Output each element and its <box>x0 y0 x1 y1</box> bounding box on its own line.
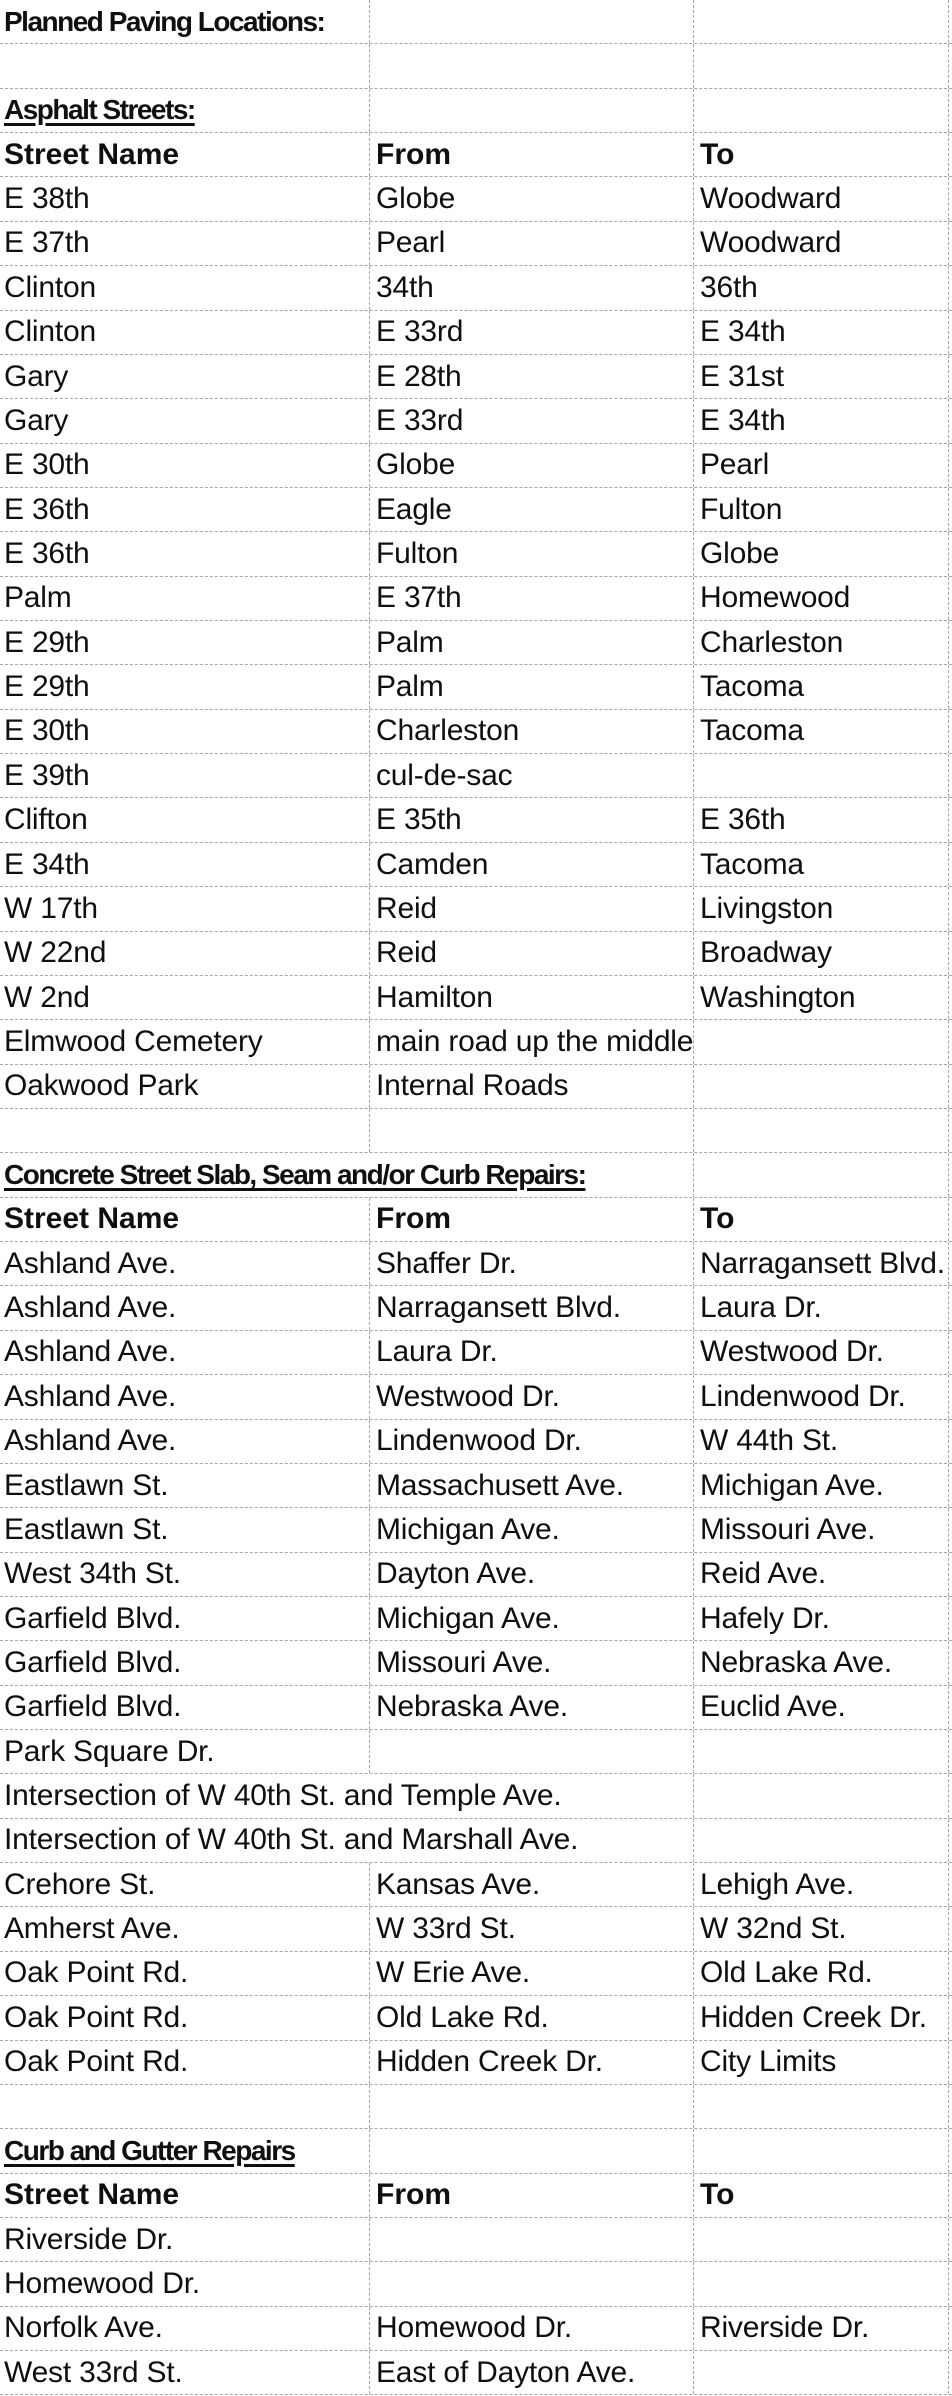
cell-to[interactable] <box>694 2351 949 2394</box>
cell-street-name[interactable]: Homewood Dr. <box>0 2262 370 2305</box>
cell-from[interactable]: Reid <box>370 887 694 930</box>
table-row <box>0 932 952 976</box>
cell-to[interactable]: Tacoma <box>694 665 949 708</box>
cell-from[interactable]: Nebraska Ave. <box>370 1686 694 1729</box>
cell-from[interactable]: Old Lake Rd. <box>370 1996 694 2039</box>
table-row <box>0 311 952 355</box>
cell-to[interactable]: Livingston <box>694 887 949 930</box>
cell-from[interactable]: Globe <box>370 444 694 487</box>
empty-cell[interactable] <box>370 2129 694 2172</box>
empty-cell[interactable] <box>694 0 949 43</box>
table-row <box>0 1508 952 1552</box>
empty-cell[interactable] <box>370 1109 694 1152</box>
cell-street-name[interactable]: Clinton <box>0 266 370 309</box>
cell-from[interactable]: Reid <box>370 932 694 975</box>
cell-street-name[interactable]: Garfield Blvd. <box>0 1686 370 1729</box>
cell-to[interactable]: Hidden Creek Dr. <box>694 1996 949 2039</box>
cell-from[interactable]: cul-de-sac <box>370 754 694 797</box>
cell-street-name[interactable]: E 38th <box>0 177 370 220</box>
cell-street-name[interactable]: Eastlawn St. <box>0 1508 370 1551</box>
sheet-title: Planned Paving Locations: <box>0 0 370 43</box>
cell-to[interactable]: Homewood <box>694 577 949 620</box>
cell-from[interactable]: Homewood Dr. <box>370 2307 694 2350</box>
cell-from[interactable] <box>370 2218 694 2261</box>
cell-street-name[interactable]: E 29th <box>0 665 370 708</box>
table-row <box>0 1375 952 1419</box>
cell-from[interactable] <box>370 2262 694 2305</box>
empty-cell[interactable] <box>0 44 370 87</box>
column-header-from: From <box>370 133 694 176</box>
blank-row <box>0 1109 952 1153</box>
empty-cell[interactable] <box>694 2085 949 2128</box>
table-row <box>0 1819 952 1863</box>
cell-to[interactable]: Laura Dr. <box>694 1286 949 1329</box>
cell-to[interactable]: Michigan Ave. <box>694 1464 949 1507</box>
table-row <box>0 1420 952 1464</box>
cell-street-name[interactable]: Oak Point Rd. <box>0 2041 370 2084</box>
cell-to[interactable] <box>694 1774 949 1817</box>
table-row <box>0 2351 952 2395</box>
cell-to[interactable]: Reid Ave. <box>694 1553 949 1596</box>
cell-to[interactable]: W 44th St. <box>694 1420 949 1463</box>
table-row <box>0 1863 952 1907</box>
section-heading-row <box>0 89 952 133</box>
cell-to[interactable]: Euclid Ave. <box>694 1686 949 1729</box>
table-row <box>0 710 952 754</box>
cell-from[interactable]: Fulton <box>370 532 694 575</box>
cell-to[interactable] <box>694 2262 949 2305</box>
section-heading-row <box>0 2129 952 2173</box>
cell-from[interactable]: Pearl <box>370 222 694 265</box>
table-row <box>0 1641 952 1685</box>
table-row <box>0 976 952 1020</box>
cell-street-name[interactable]: Gary <box>0 399 370 442</box>
cell-from[interactable]: Globe <box>370 177 694 220</box>
cell-from[interactable]: 34th <box>370 266 694 309</box>
table-row <box>0 1464 952 1508</box>
cell-from[interactable]: Laura Dr. <box>370 1331 694 1374</box>
cell-to[interactable]: Old Lake Rd. <box>694 1952 949 1995</box>
table-row <box>0 1597 952 1641</box>
cell-street-name[interactable]: West 33rd St. <box>0 2351 370 2394</box>
empty-cell[interactable] <box>694 2129 949 2172</box>
cell-to[interactable]: Charleston <box>694 621 949 664</box>
cell-to[interactable]: Missouri Ave. <box>694 1508 949 1551</box>
section-heading: Asphalt Streets: <box>0 89 370 132</box>
cell-from[interactable]: W Erie Ave. <box>370 1952 694 1995</box>
column-header-from: From <box>370 2174 694 2217</box>
column-header-row <box>0 2174 952 2218</box>
cell-street-name[interactable]: E 36th <box>0 488 370 531</box>
table-row <box>0 1020 952 1064</box>
cell-to[interactable]: W 32nd St. <box>694 1907 949 1950</box>
cell-to[interactable]: E 34th <box>694 311 949 354</box>
table-row <box>0 2307 952 2351</box>
cell-to[interactable]: Globe <box>694 532 949 575</box>
table-row <box>0 355 952 399</box>
cell-to[interactable]: Westwood Dr. <box>694 1331 949 1374</box>
table-row <box>0 887 952 931</box>
table-row <box>0 798 952 842</box>
table-row <box>0 621 952 665</box>
cell-street-name[interactable]: Clinton <box>0 311 370 354</box>
column-header-to: To <box>694 133 949 176</box>
cell-street-name[interactable]: Garfield Blvd. <box>0 1641 370 1684</box>
table-row <box>0 1952 952 1996</box>
cell-street-name[interactable]: E 37th <box>0 222 370 265</box>
column-header-from: From <box>370 1198 694 1241</box>
empty-cell[interactable] <box>0 1109 370 1152</box>
table-row <box>0 1996 952 2040</box>
cell-to[interactable]: Washington <box>694 976 949 1019</box>
cell-to[interactable] <box>694 1819 949 1862</box>
cell-to[interactable]: Lindenwood Dr. <box>694 1375 949 1418</box>
table-row <box>0 222 952 266</box>
table-row <box>0 444 952 488</box>
cell-street-name[interactable]: W 2nd <box>0 976 370 1019</box>
cell-street-name[interactable]: Elmwood Cemetery <box>0 1020 370 1063</box>
cell-from[interactable]: Westwood Dr. <box>370 1375 694 1418</box>
section-heading: Curb and Gutter Repairs <box>0 2129 370 2172</box>
table-row <box>0 665 952 709</box>
empty-cell[interactable] <box>370 0 694 43</box>
empty-cell[interactable] <box>370 89 694 132</box>
table-row <box>0 1553 952 1597</box>
empty-cell[interactable] <box>370 2085 694 2128</box>
cell-to[interactable]: E 36th <box>694 798 949 841</box>
table-row <box>0 1065 952 1109</box>
cell-street-name[interactable]: Ashland Ave. <box>0 1331 370 1374</box>
cell-street-name[interactable]: E 29th <box>0 621 370 664</box>
column-header-street-name: Street Name <box>0 2174 370 2217</box>
cell-street-name[interactable]: Ashland Ave. <box>0 1420 370 1463</box>
table-row <box>0 2262 952 2306</box>
cell-to[interactable] <box>694 1730 949 1773</box>
cell-from[interactable] <box>370 1730 694 1773</box>
table-row <box>0 1730 952 1774</box>
cell-to[interactable]: Tacoma <box>694 843 949 886</box>
cell-street-name[interactable]: Amherst Ave. <box>0 1907 370 1950</box>
cell-to[interactable] <box>694 2218 949 2261</box>
cell-street-name[interactable]: Ashland Ave. <box>0 1286 370 1329</box>
blank-row <box>0 44 952 88</box>
cell-from[interactable]: Palm <box>370 665 694 708</box>
table-row <box>0 1286 952 1330</box>
table-row <box>0 177 952 221</box>
column-header-street-name: Street Name <box>0 1198 370 1241</box>
sheet-title-row <box>0 0 952 44</box>
table-row <box>0 266 952 310</box>
cell-street-name[interactable]: Oakwood Park <box>0 1065 370 1108</box>
empty-cell[interactable] <box>694 89 949 132</box>
cell-from[interactable]: Narragansett Blvd. <box>370 1286 694 1329</box>
cell-from[interactable]: Camden <box>370 843 694 886</box>
cell-to[interactable]: Fulton <box>694 488 949 531</box>
table-row <box>0 1242 952 1286</box>
cell-to[interactable]: Hafely Dr. <box>694 1597 949 1640</box>
cell-from[interactable]: Palm <box>370 621 694 664</box>
cell-street-name[interactable]: E 36th <box>0 532 370 575</box>
empty-cell[interactable] <box>694 1109 949 1152</box>
section-heading: Concrete Street Slab, Seam and/or Curb Repairs: <box>0 1153 694 1196</box>
cell-to[interactable] <box>694 1065 949 1108</box>
table-row <box>0 399 952 443</box>
cell-street-name[interactable]: Eastlawn St. <box>0 1464 370 1507</box>
cell-from[interactable]: Charleston <box>370 710 694 753</box>
cell-from[interactable]: E 33rd <box>370 399 694 442</box>
column-header-row <box>0 133 952 177</box>
cell-from[interactable]: Hamilton <box>370 976 694 1019</box>
cell-to[interactable] <box>694 754 949 797</box>
blank-row <box>0 2085 952 2129</box>
cell-street-name[interactable]: Crehore St. <box>0 1863 370 1906</box>
cell-to[interactable]: Tacoma <box>694 710 949 753</box>
cell-street-name[interactable]: W 17th <box>0 887 370 930</box>
cell-street-name[interactable]: Ashland Ave. <box>0 1242 370 1285</box>
table-row <box>0 1774 952 1818</box>
cell-to[interactable]: Lehigh Ave. <box>694 1863 949 1906</box>
cell-from[interactable]: East of Dayton Ave. <box>370 2351 694 2394</box>
cell-from[interactable]: main road up the middle <box>370 1020 694 1063</box>
cell-from[interactable]: Michigan Ave. <box>370 1597 694 1640</box>
cell-to[interactable]: Broadway <box>694 932 949 975</box>
empty-cell[interactable] <box>694 44 949 87</box>
cell-to[interactable]: E 34th <box>694 399 949 442</box>
cell-from[interactable]: Dayton Ave. <box>370 1553 694 1596</box>
cell-from[interactable]: Hidden Creek Dr. <box>370 2041 694 2084</box>
section-heading-row <box>0 1153 952 1197</box>
cell-street-name[interactable]: Norfolk Ave. <box>0 2307 370 2350</box>
empty-cell[interactable] <box>370 44 694 87</box>
cell-street-name[interactable]: Park Square Dr. <box>0 1730 370 1773</box>
cell-street-name[interactable]: Garfield Blvd. <box>0 1597 370 1640</box>
column-header-street-name: Street Name <box>0 133 370 176</box>
cell-street-name[interactable]: Intersection of W 40th St. and Temple Ave. <box>0 1774 694 1817</box>
cell-from[interactable]: Internal Roads <box>370 1065 694 1108</box>
table-row <box>0 1686 952 1730</box>
cell-street-name[interactable]: Oak Point Rd. <box>0 1996 370 2039</box>
column-header-row <box>0 1198 952 1242</box>
cell-street-name[interactable]: Clifton <box>0 798 370 841</box>
table-row <box>0 2218 952 2262</box>
cell-to[interactable]: Narragansett Blvd. <box>694 1242 949 1285</box>
cell-street-name[interactable]: Oak Point Rd. <box>0 1952 370 1995</box>
table-row <box>0 843 952 887</box>
cell-street-name[interactable]: Ashland Ave. <box>0 1375 370 1418</box>
cell-from[interactable]: Eagle <box>370 488 694 531</box>
cell-street-name[interactable]: E 39th <box>0 754 370 797</box>
table-row <box>0 577 952 621</box>
table-row <box>0 1907 952 1951</box>
cell-from[interactable]: Massachusett Ave. <box>370 1464 694 1507</box>
cell-to[interactable]: 36th <box>694 266 949 309</box>
table-row <box>0 754 952 798</box>
cell-from[interactable]: Lindenwood Dr. <box>370 1420 694 1463</box>
cell-street-name[interactable]: Riverside Dr. <box>0 2218 370 2261</box>
cell-from[interactable]: W 33rd St. <box>370 1907 694 1950</box>
cell-from[interactable]: E 33rd <box>370 311 694 354</box>
table-row <box>0 1331 952 1375</box>
empty-cell[interactable] <box>0 2085 370 2128</box>
empty-cell[interactable] <box>694 1153 949 1196</box>
cell-street-name[interactable]: Palm <box>0 577 370 620</box>
cell-from[interactable]: E 28th <box>370 355 694 398</box>
cell-to[interactable] <box>694 1020 949 1063</box>
cell-to[interactable]: Woodward <box>694 177 949 220</box>
column-header-to: To <box>694 2174 949 2217</box>
cell-street-name[interactable]: E 30th <box>0 710 370 753</box>
cell-street-name[interactable]: W 22nd <box>0 932 370 975</box>
cell-from[interactable]: Kansas Ave. <box>370 1863 694 1906</box>
cell-to[interactable]: E 31st <box>694 355 949 398</box>
cell-to[interactable]: Pearl <box>694 444 949 487</box>
cell-to[interactable]: Nebraska Ave. <box>694 1641 949 1684</box>
cell-from[interactable]: Missouri Ave. <box>370 1641 694 1684</box>
cell-street-name[interactable]: E 34th <box>0 843 370 886</box>
cell-street-name[interactable]: E 30th <box>0 444 370 487</box>
cell-street-name[interactable]: West 34th St. <box>0 1553 370 1596</box>
cell-from[interactable]: Shaffer Dr. <box>370 1242 694 1285</box>
table-row <box>0 488 952 532</box>
cell-street-name[interactable]: Intersection of W 40th St. and Marshall Ave. <box>0 1819 694 1862</box>
cell-from[interactable]: E 35th <box>370 798 694 841</box>
cell-to[interactable]: City Limits <box>694 2041 949 2084</box>
cell-to[interactable]: Riverside Dr. <box>694 2307 949 2350</box>
cell-to[interactable]: Woodward <box>694 222 949 265</box>
table-row <box>0 532 952 576</box>
cell-from[interactable]: Michigan Ave. <box>370 1508 694 1551</box>
table-row <box>0 2041 952 2085</box>
cell-street-name[interactable]: Gary <box>0 355 370 398</box>
cell-from[interactable]: E 37th <box>370 577 694 620</box>
column-header-to: To <box>694 1198 949 1241</box>
